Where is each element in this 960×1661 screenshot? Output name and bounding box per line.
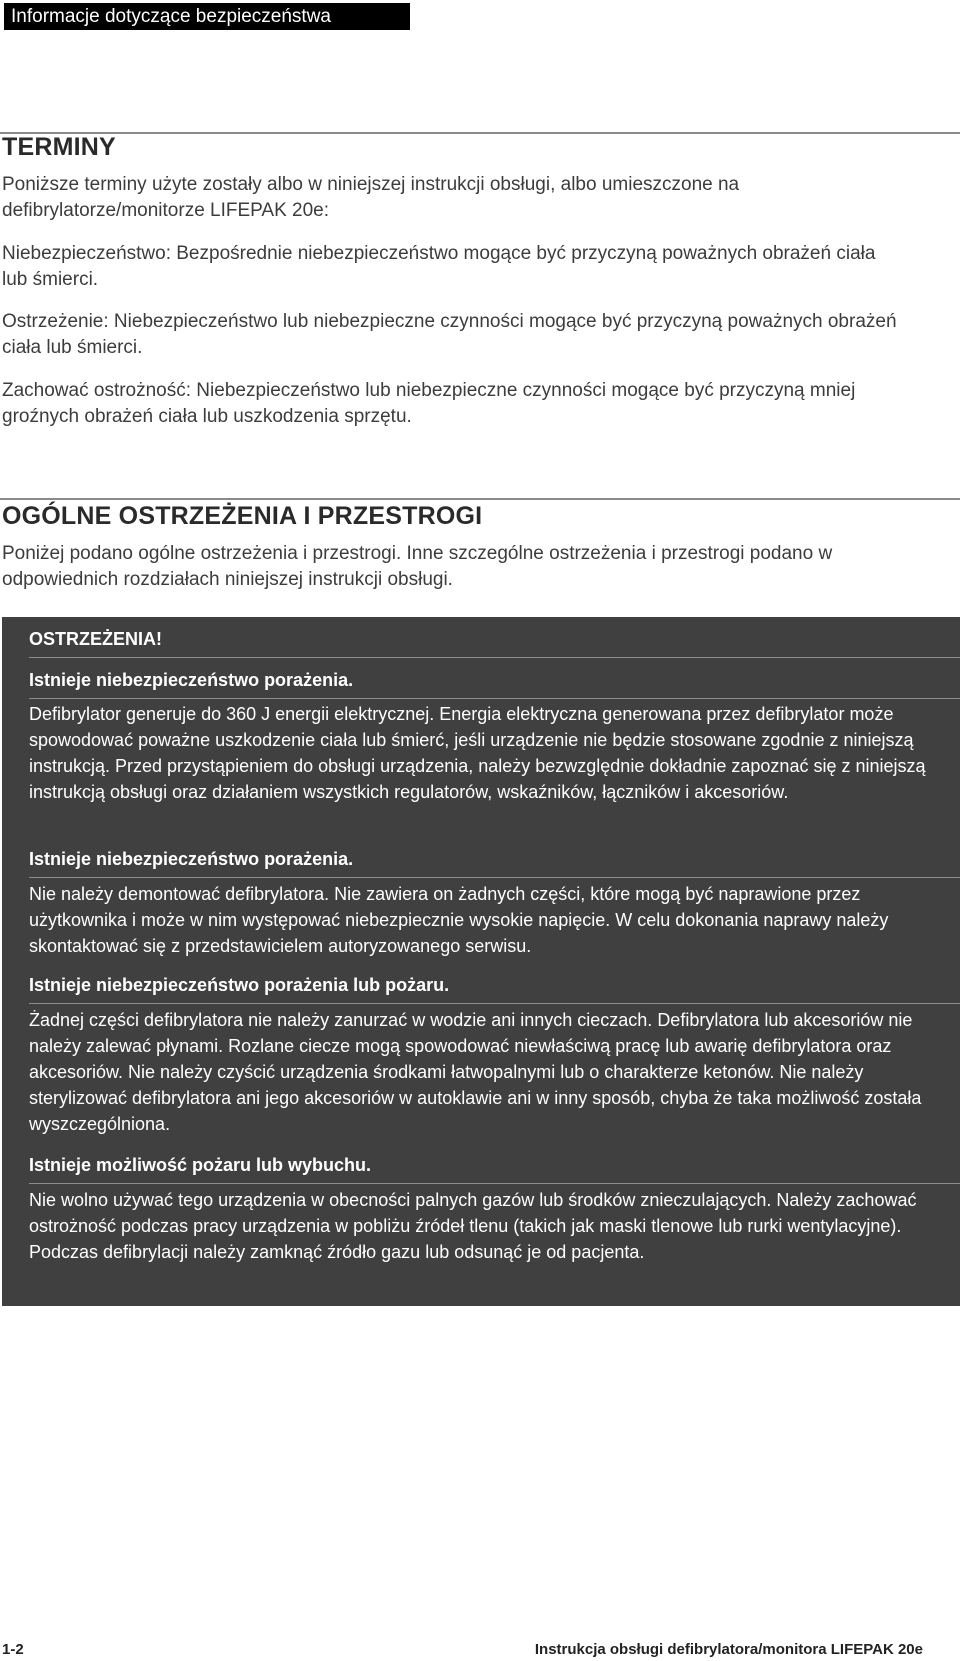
terms-intro: Poniższe terminy użyte zostały albo w niniejszej instrukcji obsługi, albo umieszczone na defibrylatorze/monitorze LIFEPAK 20e: [2,174,740,221]
general-title: OGÓLNE OSTRZEŻENIA I PRZESTROGI [2,502,483,530]
general-intro: Poniżej podano ogólne ostrzeżenia i przestrogi. Inne szczególne ostrzeżenia i przestrogi podano w odpowiednich rozdziałach niniejszej instrukcji obsługi. [2,543,833,590]
terms-title: TERMINY [2,133,116,161]
warning-text: Nie wolno używać tego urządzenia w obecności palnych gazów lub środków znieczulających. Należy zachować ostrożność podczas pracy urządzenia w pobliżu źródeł tlenu (takich jak maski tlenowe lub rurki wentylacyjne). Podczas defibrylacji należy zamknąć źródło gazu lub odsunąć je od pacjenta. [29,1190,917,1262]
term-danger: Niebezpieczeństwo: Bezpośrednie niebezpieczeństwo mogące być przyczyną poważnych obrażeń ciała lub śmierci. [2,243,876,290]
warnings-box [2,617,960,1306]
term-caution: Zachować ostrożność: Niebezpieczeństwo lub niebezpieczne czynności mogące być przyczyną mniej groźnych obrażeń ciała lub uszkodzenia sprzętu. [2,380,856,427]
warning-text: Żadnej części defibrylatora nie należy zanurzać w wodzie ani innych cieczach. Defibrylatora lub akcesoriów nie należy zalewać płynami. Rozlane ciecze mogą spowodować niewłaściwą pracę lub awarię defibrylatora oraz akcesoriów. Nie należy czyścić urządzenia środkami łatwopalnymi lub o charakterze ketonów. Nie należy sterylizować defibrylatora ani jego akcesoriów w autoklawie ani w inny sposób, chyba że taka możliwość została wyszczególniona. [29,1010,922,1134]
warning-divider [29,877,960,878]
section-banner: Informacje dotyczące bezpieczeństwa [4,3,410,30]
term-warning: Ostrzeżenie: Niebezpieczeństwo lub niebezpieczne czynności mogące być przyczyną poważnych obrażeń ciała lub śmierci. [2,311,897,358]
section-divider-terms [0,132,960,134]
warnings-heading: OSTRZEŻENIA! [29,629,162,649]
warning-text: Nie należy demontować defibrylatora. Nie zawiera on żadnych części, które mogą być naprawione przez użytkownika i może w nim występować niebezpiecznie wysokie napięcie. W celu dokonania naprawy należy skontaktować się z przedstawicielem autoryzowanego serwisu. [29,884,889,956]
section-divider-general [0,498,960,500]
warning-title: Istnieje niebezpieczeństwo porażenia. [29,670,354,690]
warning-text: Defibrylator generuje do 360 J energii elektrycznej. Energia elektryczna generowana przez defibrylator może spowodować poważne uszkodzenie ciała lub śmierć, jeśli urządzenie nie będzie stosowane zgodnie z niniejszą instrukcją. Przed przystąpieniem do obsługi urządzenia, należy bezwzględnie dokładnie zapoznać się z niniejszą instrukcją obsługi oraz działaniem wszystkich regulatorów, wskaźników, łączników i akcesoriów. [29,704,926,802]
warning-divider [29,1183,960,1184]
footer-document-title: Instrukcja obsługi defibrylatora/monitora LIFEPAK 20e [534,1641,923,1658]
warning-title: Istnieje możliwość pożaru lub wybuchu. [29,1155,372,1175]
footer-page-number: 1-2 [2,1641,24,1658]
warning-title: Istnieje niebezpieczeństwo porażenia lub pożaru. [29,975,450,995]
warnings-divider [29,657,960,658]
warning-divider [29,698,960,699]
warning-divider [29,1003,960,1004]
warning-title: Istnieje niebezpieczeństwo porażenia. [29,849,354,869]
